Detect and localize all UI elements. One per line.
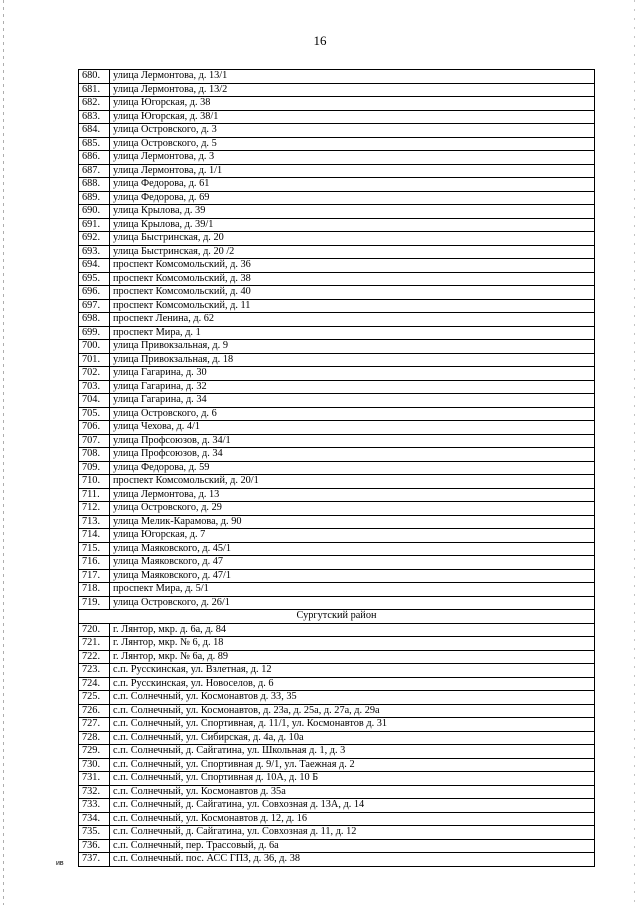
table-row xyxy=(79,313,595,327)
row-address: улица Федорова, д. 69 xyxy=(110,191,595,205)
table-row xyxy=(79,272,595,286)
row-number: 703. xyxy=(79,380,110,394)
row-number: 686. xyxy=(79,151,110,165)
row-number: 705. xyxy=(79,407,110,421)
row-address: с.п. Солнечный, ул. Сибирская, д. 4а, д. 10а xyxy=(110,731,595,745)
row-number: 696. xyxy=(79,286,110,300)
table-row xyxy=(79,299,595,313)
table-row xyxy=(79,839,595,853)
row-number: 730. xyxy=(79,758,110,772)
row-address: г. Лянтор, мкр. № 6, д. 18 xyxy=(110,637,595,651)
row-number: 687. xyxy=(79,164,110,178)
table-row xyxy=(79,853,595,867)
row-address: улица Мелик-Карамова, д. 90 xyxy=(110,515,595,529)
row-address: проспект Ленина, д. 62 xyxy=(110,313,595,327)
row-number: 693. xyxy=(79,245,110,259)
row-number: 698. xyxy=(79,313,110,327)
table-row xyxy=(79,799,595,813)
table-row xyxy=(79,650,595,664)
row-address: улица Привокзальная, д. 18 xyxy=(110,353,595,367)
row-number: 706. xyxy=(79,421,110,435)
row-number: 702. xyxy=(79,367,110,381)
row-number: 704. xyxy=(79,394,110,408)
table-row xyxy=(79,664,595,678)
row-address: улица Крылова, д. 39/1 xyxy=(110,218,595,232)
row-number: 692. xyxy=(79,232,110,246)
row-address: проспект Комсомольский, д. 20/1 xyxy=(110,475,595,489)
row-address: улица Маяковского, д. 47 xyxy=(110,556,595,570)
table-row xyxy=(79,583,595,597)
row-number: 731. xyxy=(79,772,110,786)
section-heading: Сургутский район xyxy=(79,610,595,624)
row-number: 737. xyxy=(79,853,110,867)
row-address: с.п. Солнечный, ул. Космонавтов, д. 23а, д. 25а, д. 27а, д. 29а xyxy=(110,704,595,718)
row-number: 727. xyxy=(79,718,110,732)
row-address: улица Федорова, д. 61 xyxy=(110,178,595,192)
row-address: улица Гагарина, д. 30 xyxy=(110,367,595,381)
page-number: 16 xyxy=(313,33,327,48)
row-address: улица Маяковского, д. 47/1 xyxy=(110,569,595,583)
row-address: улица Лермонтова, д. 1/1 xyxy=(110,164,595,178)
row-address: г. Лянтор, мкр. д. 6а, д. 84 xyxy=(110,623,595,637)
row-number: 716. xyxy=(79,556,110,570)
row-number: 711. xyxy=(79,488,110,502)
row-number: 729. xyxy=(79,745,110,759)
row-number: 717. xyxy=(79,569,110,583)
table-row xyxy=(79,677,595,691)
row-number: 700. xyxy=(79,340,110,354)
row-address: улица Лермонтова, д. 13/2 xyxy=(110,83,595,97)
table-row xyxy=(79,542,595,556)
row-number: 695. xyxy=(79,272,110,286)
row-number: 724. xyxy=(79,677,110,691)
table-row xyxy=(79,245,595,259)
row-number: 701. xyxy=(79,353,110,367)
row-number: 719. xyxy=(79,596,110,610)
table-row xyxy=(79,367,595,381)
row-number: 699. xyxy=(79,326,110,340)
row-number: 732. xyxy=(79,785,110,799)
table-row xyxy=(79,205,595,219)
row-address: с.п. Солнечный, пер. Трассовый, д. 6а xyxy=(110,839,595,853)
table-row xyxy=(79,259,595,273)
row-address: с.п. Солнечный, ул. Спортивная, д. 11/1, ул. Космонавтов д. 31 xyxy=(110,718,595,732)
table-row xyxy=(79,704,595,718)
row-address: с.п. Солнечный. пос. АСС ГПЗ, д. 36, д. 38 xyxy=(110,853,595,867)
row-number: 733. xyxy=(79,799,110,813)
footer-code: ив xyxy=(56,860,64,867)
row-address: с.п. Солнечный, ул. Спортивная д. 10А, д. 10 Б xyxy=(110,772,595,786)
table-row xyxy=(79,637,595,651)
row-number: 714. xyxy=(79,529,110,543)
table-row xyxy=(79,394,595,408)
table-row xyxy=(79,286,595,300)
table-row xyxy=(79,434,595,448)
row-address: с.п. Солнечный, д. Сайгатина, ул. Совхозная д. 11, д. 12 xyxy=(110,826,595,840)
table-row xyxy=(79,718,595,732)
row-address: с.п. Солнечный, ул. Спортивная д. 9/1, ул. Таежная д. 2 xyxy=(110,758,595,772)
table-row xyxy=(79,124,595,138)
row-number: 720. xyxy=(79,623,110,637)
table-row xyxy=(79,826,595,840)
row-address: улица Островского, д. 3 xyxy=(110,124,595,138)
row-address: улица Привокзальная, д. 9 xyxy=(110,340,595,354)
row-address: с.п. Солнечный, ул. Космонавтов д. 35а xyxy=(110,785,595,799)
table-row xyxy=(79,556,595,570)
table-row xyxy=(79,218,595,232)
table-row xyxy=(79,164,595,178)
row-address: улица Профсоюзов, д. 34 xyxy=(110,448,595,462)
table-row xyxy=(79,421,595,435)
row-number: 683. xyxy=(79,110,110,124)
address-table xyxy=(78,69,595,867)
table-row xyxy=(79,380,595,394)
section-row xyxy=(79,610,595,624)
table-row xyxy=(79,772,595,786)
row-number: 690. xyxy=(79,205,110,219)
table-row xyxy=(79,596,595,610)
table-row xyxy=(79,97,595,111)
table-row xyxy=(79,448,595,462)
table-row xyxy=(79,70,595,84)
table-row xyxy=(79,461,595,475)
table-row xyxy=(79,475,595,489)
row-address: улица Быстринская, д. 20 xyxy=(110,232,595,246)
table-row xyxy=(79,502,595,516)
row-address: улица Профсоюзов, д. 34/1 xyxy=(110,434,595,448)
table-row xyxy=(79,353,595,367)
table-row xyxy=(79,137,595,151)
row-address: улица Островского, д. 6 xyxy=(110,407,595,421)
row-number: 709. xyxy=(79,461,110,475)
row-address: улица Лермонтова, д. 13/1 xyxy=(110,70,595,84)
table-row xyxy=(79,340,595,354)
row-address: улица Маяковского, д. 45/1 xyxy=(110,542,595,556)
row-number: 726. xyxy=(79,704,110,718)
row-address: г. Лянтор, мкр. № 6а, д. 89 xyxy=(110,650,595,664)
table-row xyxy=(79,110,595,124)
row-address: улица Островского, д. 5 xyxy=(110,137,595,151)
row-address: улица Югорская, д. 7 xyxy=(110,529,595,543)
table-row xyxy=(79,758,595,772)
row-number: 721. xyxy=(79,637,110,651)
row-number: 712. xyxy=(79,502,110,516)
row-number: 722. xyxy=(79,650,110,664)
row-address: улица Югорская, д. 38 xyxy=(110,97,595,111)
row-address: улица Быстринская, д. 20 /2 xyxy=(110,245,595,259)
table-row xyxy=(79,569,595,583)
row-address: улица Лермонтова, д. 3 xyxy=(110,151,595,165)
row-number: 684. xyxy=(79,124,110,138)
row-address: улица Крылова, д. 39 xyxy=(110,205,595,219)
row-address: проспект Комсомольский, д. 11 xyxy=(110,299,595,313)
row-address: с.п. Русскинская, ул. Взлетная, д. 12 xyxy=(110,664,595,678)
table-row xyxy=(79,407,595,421)
table-row xyxy=(79,232,595,246)
scan-edge-left xyxy=(3,0,4,905)
row-number: 680. xyxy=(79,70,110,84)
row-address: с.п. Солнечный, д. Сайгатина, ул. Совхозная д. 13А, д. 14 xyxy=(110,799,595,813)
table-row xyxy=(79,529,595,543)
row-address: улица Федорова, д. 59 xyxy=(110,461,595,475)
row-number: 685. xyxy=(79,137,110,151)
row-number: 689. xyxy=(79,191,110,205)
table-row xyxy=(79,191,595,205)
table-row xyxy=(79,515,595,529)
table-row xyxy=(79,691,595,705)
row-address: улица Югорская, д. 38/1 xyxy=(110,110,595,124)
row-number: 708. xyxy=(79,448,110,462)
address-table-body xyxy=(79,70,595,867)
row-address: проспект Мира, д. 1 xyxy=(110,326,595,340)
row-address: с.п. Русскинская, ул. Новоселов, д. 6 xyxy=(110,677,595,691)
table-row xyxy=(79,731,595,745)
row-address: улица Гагарина, д. 32 xyxy=(110,380,595,394)
row-number: 734. xyxy=(79,812,110,826)
row-number: 691. xyxy=(79,218,110,232)
row-address: проспект Комсомольский, д. 40 xyxy=(110,286,595,300)
row-number: 728. xyxy=(79,731,110,745)
row-address: улица Чехова, д. 4/1 xyxy=(110,421,595,435)
row-number: 694. xyxy=(79,259,110,273)
row-number: 682. xyxy=(79,97,110,111)
row-address: улица Островского, д. 26/1 xyxy=(110,596,595,610)
row-number: 736. xyxy=(79,839,110,853)
row-number: 710. xyxy=(79,475,110,489)
row-address: улица Гагарина, д. 34 xyxy=(110,394,595,408)
row-number: 715. xyxy=(79,542,110,556)
table-row xyxy=(79,151,595,165)
table-row xyxy=(79,785,595,799)
row-address: с.п. Солнечный, ул. Космонавтов д. 33, 35 xyxy=(110,691,595,705)
row-address: с.п. Солнечный, д. Сайгатина, ул. Школьная д. 1, д. 3 xyxy=(110,745,595,759)
row-number: 688. xyxy=(79,178,110,192)
row-number: 735. xyxy=(79,826,110,840)
table-row xyxy=(79,745,595,759)
row-address: с.п. Солнечный, ул. Космонавтов д. 12, д. 16 xyxy=(110,812,595,826)
row-address: проспект Комсомольский, д. 36 xyxy=(110,259,595,273)
table-row xyxy=(79,83,595,97)
table-row xyxy=(79,178,595,192)
table-row xyxy=(79,812,595,826)
table-row xyxy=(79,623,595,637)
row-number: 697. xyxy=(79,299,110,313)
row-address: улица Островского, д. 29 xyxy=(110,502,595,516)
row-address: проспект Мира, д. 5/1 xyxy=(110,583,595,597)
row-number: 723. xyxy=(79,664,110,678)
row-number: 718. xyxy=(79,583,110,597)
row-number: 681. xyxy=(79,83,110,97)
table-row xyxy=(79,488,595,502)
row-number: 713. xyxy=(79,515,110,529)
row-number: 725. xyxy=(79,691,110,705)
table-row xyxy=(79,326,595,340)
row-number: 707. xyxy=(79,434,110,448)
row-address: проспект Комсомольский, д. 38 xyxy=(110,272,595,286)
row-address: улица Лермонтова, д. 13 xyxy=(110,488,595,502)
scan-edge-right xyxy=(634,0,635,905)
